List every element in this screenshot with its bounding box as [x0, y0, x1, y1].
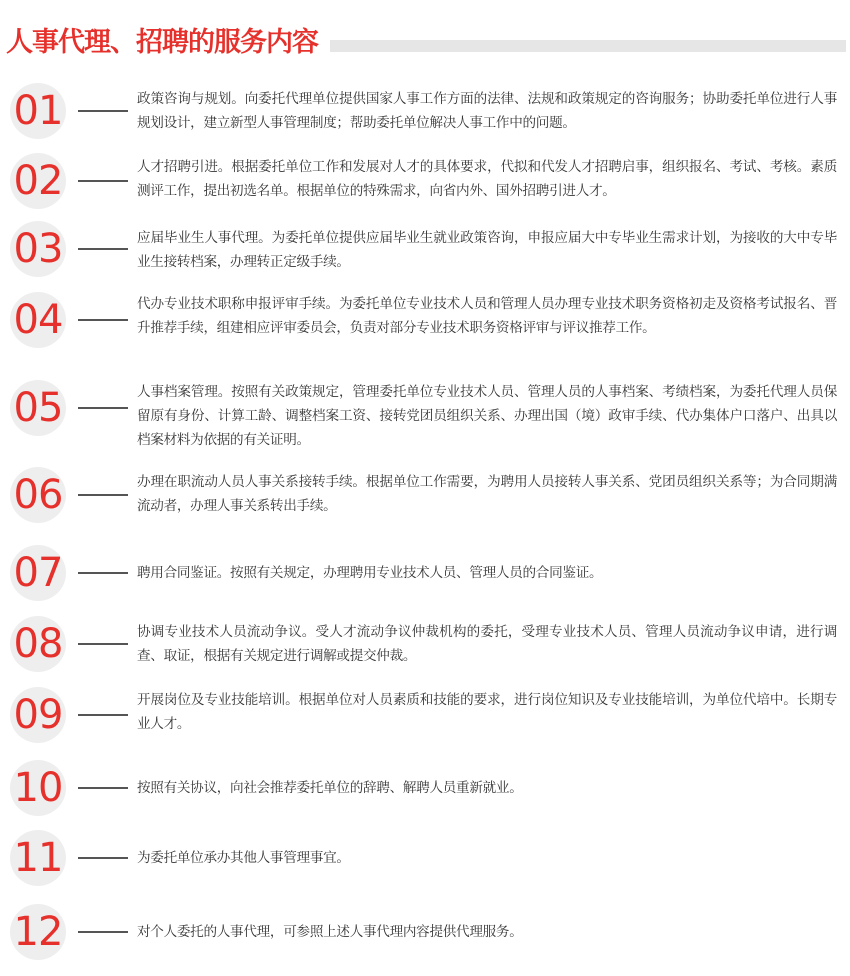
connector-line [78, 572, 128, 574]
connector-line [78, 787, 128, 789]
item-number: 09 [13, 692, 63, 738]
connector-line [78, 407, 128, 409]
item-text: 按照有关协议，向社会推荐委托单位的辞聘、解聘人员重新就业。 [137, 780, 523, 796]
item-text: 人事档案管理。按照有关政策规定，管理委托单位专业技术人员、管理人员的人事档案、考绩档案，为委托代理人员保留原有身份、计算工龄、调整档案工资、接转党团员组织关系、办理出国（境）政审手续、代办集体户口落户、出具以档案材料为依据的有关证明。 [137, 384, 837, 448]
connector-line [78, 857, 128, 859]
connector-line [78, 110, 128, 112]
connector-line [78, 643, 128, 645]
item-number: 04 [13, 297, 63, 343]
item-text: 对个人委托的人事代理，可参照上述人事代理内容提供代理服务。 [137, 924, 523, 940]
item-number: 07 [13, 550, 63, 596]
item-text: 协调专业技术人员流动争议。受人才流动争议仲裁机构的委托，受理专业技术人员、管理人员流动争议申请，进行调查、取证，根据有关规定进行调解或提交仲裁。 [137, 624, 837, 664]
item-text: 为委托单位承办其他人事管理事宜。 [137, 850, 350, 866]
item-text: 代办专业技术职称申报评审手续。为委托单位专业技术人员和管理人员办理专业技术职务资格初走及资格考试报名、晋升推荐手续，组建相应评审委员会，负责对部分专业技术职务资格评审与评议推荐工作。 [137, 296, 837, 336]
item-text: 开展岗位及专业技能培训。根据单位对人员素质和技能的要求，进行岗位知识及专业技能培训，为单位代培中。长期专业人才。 [137, 692, 837, 732]
connector-line [78, 714, 128, 716]
item-number: 03 [13, 226, 63, 272]
item-number: 02 [13, 158, 63, 204]
item-text: 聘用合同鉴证。按照有关规定，办理聘用专业技术人员、管理人员的合同鉴证。 [137, 565, 603, 581]
item-number: 06 [13, 472, 63, 518]
item-text: 应届毕业生人事代理。为委托单位提供应届毕业生就业政策咨询，申报应届大中专毕业生需求计划，为接收的大中专毕业生接转档案，办理转正定级手续。 [137, 230, 837, 270]
connector-line [78, 180, 128, 182]
item-number: 12 [13, 909, 63, 955]
page-title: 人事代理、招聘的服务内容 [6, 27, 318, 58]
connector-line [78, 494, 128, 496]
connector-line [78, 319, 128, 321]
item-text: 办理在职流动人员人事关系接转手续。根据单位工作需要，为聘用人员接转人事关系、党团员组织关系等；为合同期满流动者，办理人事关系转出手续。 [137, 474, 837, 514]
item-number: 05 [13, 385, 63, 431]
item-text: 政策咨询与规划。向委托代理单位提供国家人事工作方面的法律、法规和政策规定的咨询服务；协助委托单位进行人事规划设计，建立新型人事管理制度；帮助委托单位解决人事工作中的问题。 [137, 91, 837, 131]
item-text: 人才招聘引进。根据委托单位工作和发展对人才的具体要求，代拟和代发人才招聘启事，组织报名、考试、考核。素质测评工作，提出初选名单。根据单位的特殊需求，向省内外、国外招聘引进人才。 [137, 159, 837, 199]
connector-line [78, 931, 128, 933]
connector-line [78, 248, 128, 250]
item-number: 11 [13, 835, 63, 881]
item-number: 08 [13, 621, 63, 667]
item-number: 10 [13, 765, 63, 811]
item-number: 01 [13, 88, 63, 134]
